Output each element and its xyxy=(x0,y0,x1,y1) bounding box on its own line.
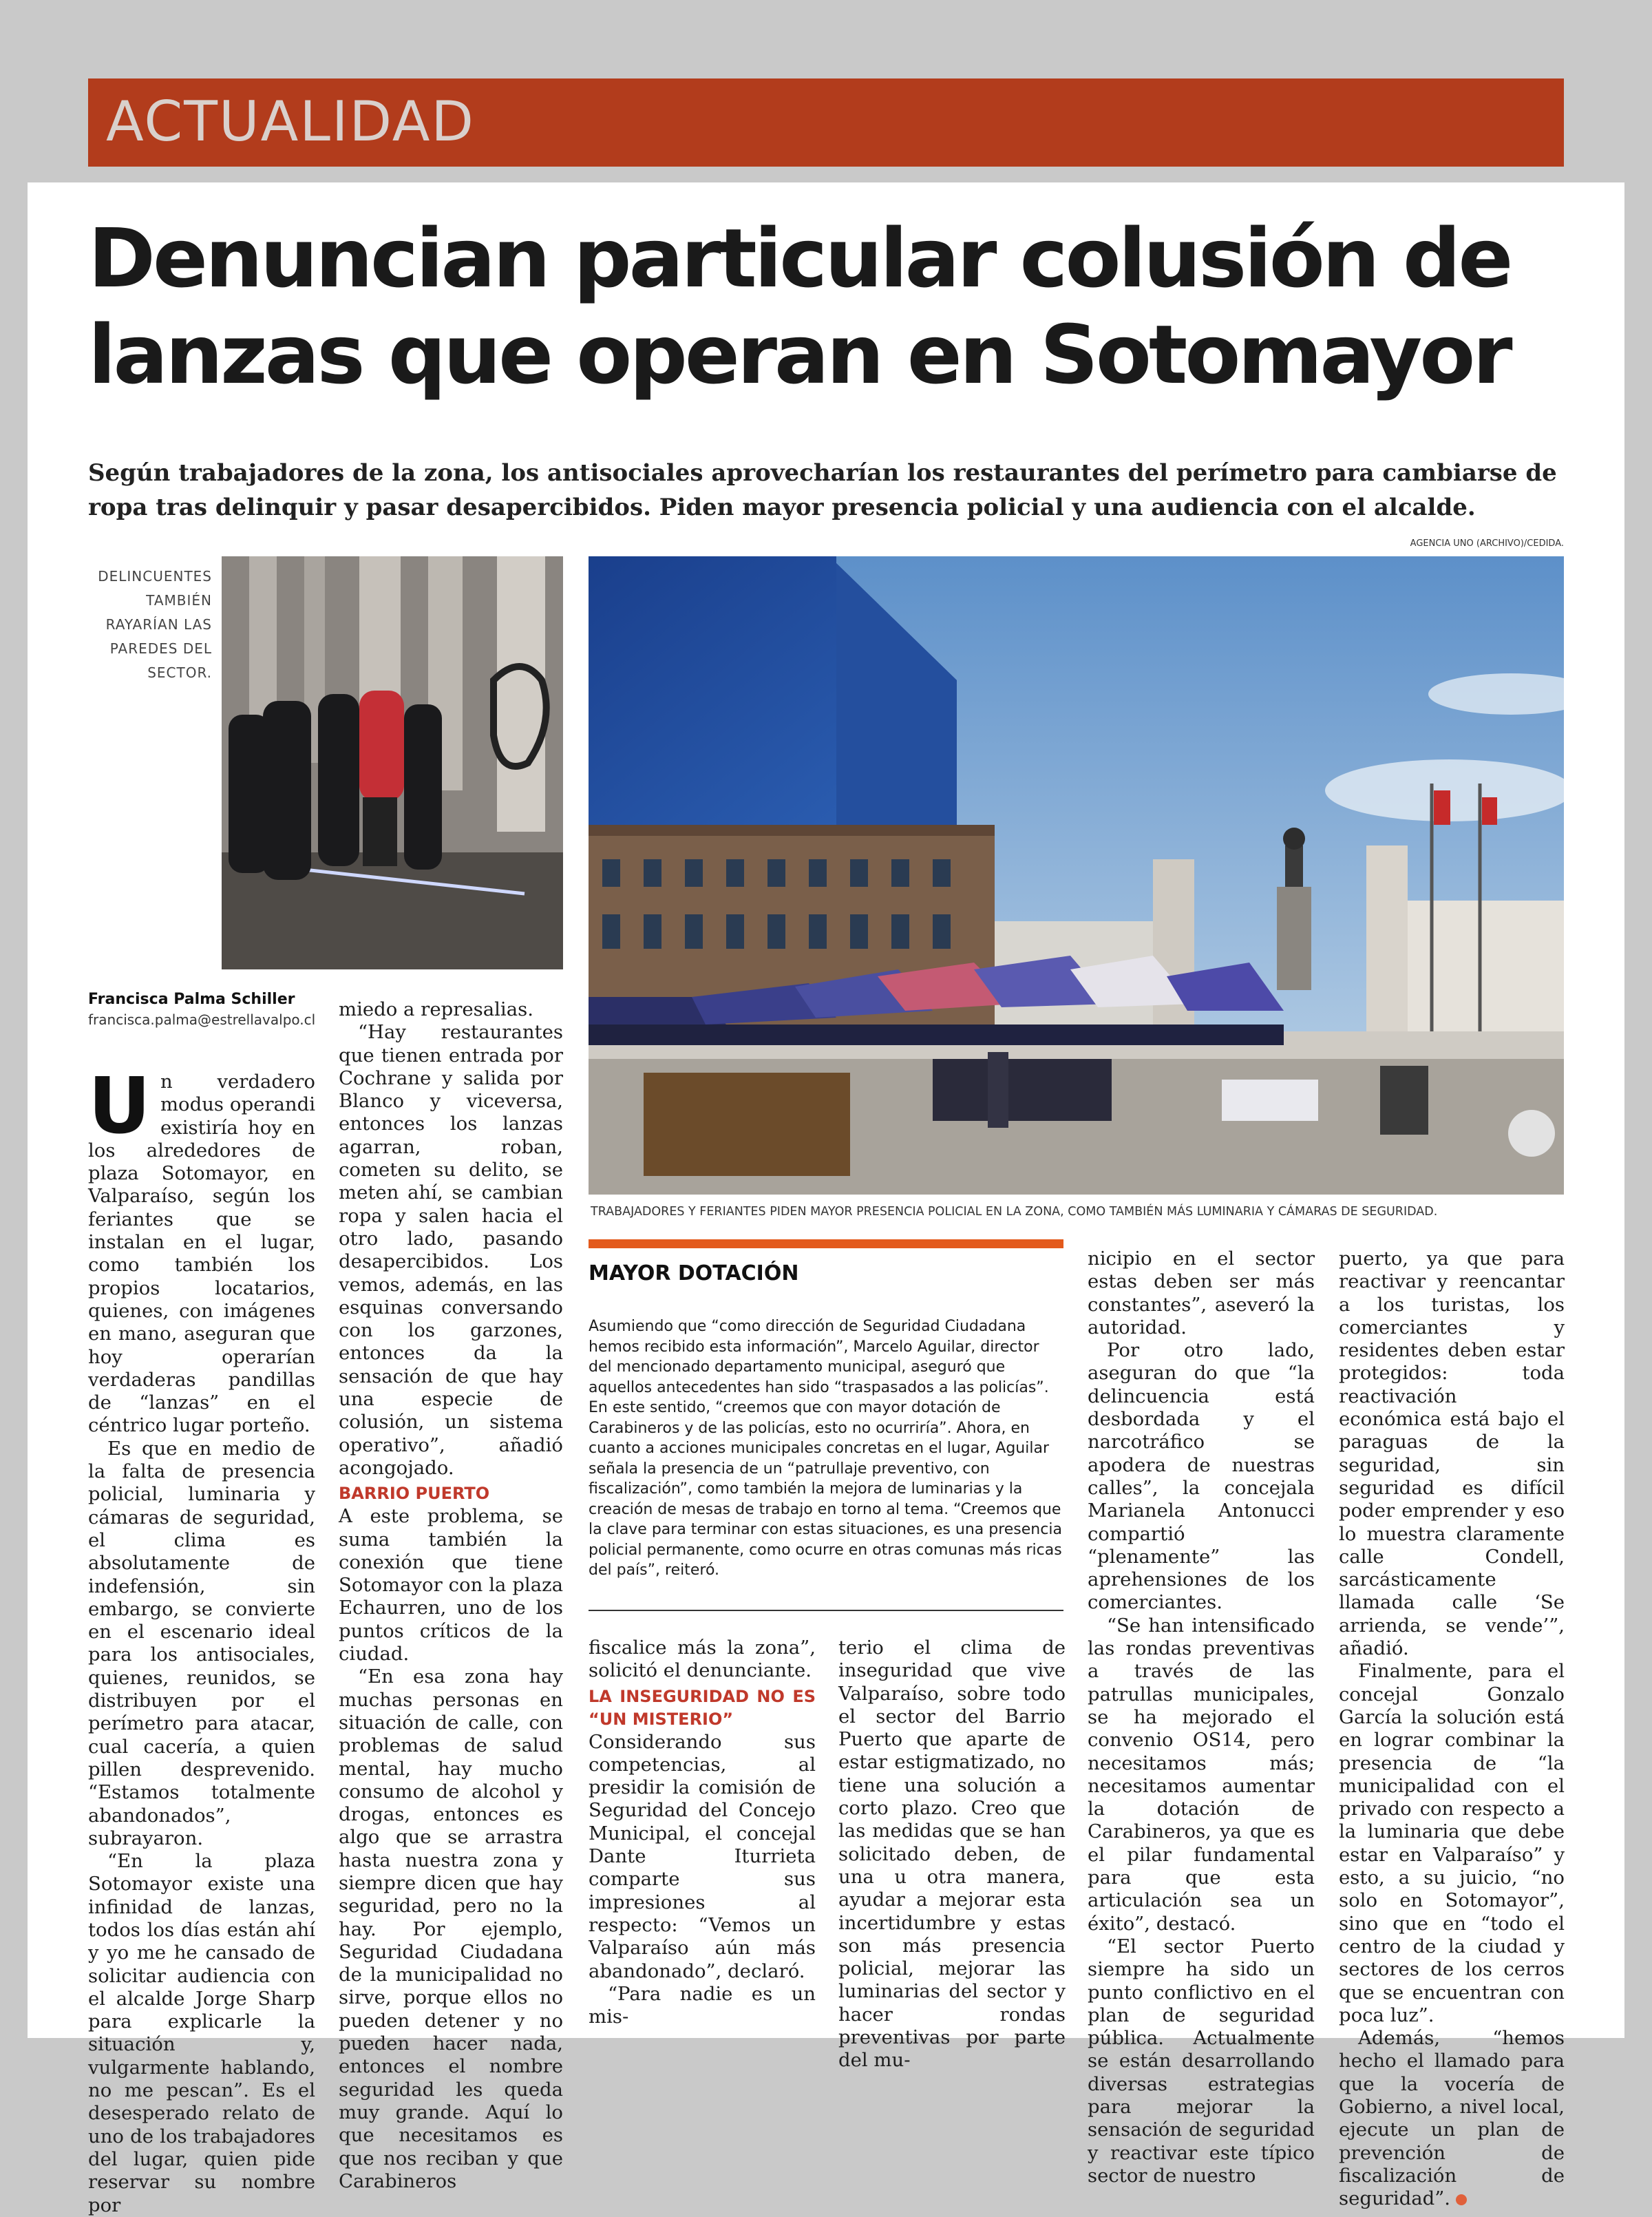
section-title: ACTUALIDAD xyxy=(106,90,476,154)
article-column-1 xyxy=(88,1062,315,2217)
paragraph: nicipio en el sector estas deben ser más constantes”, aseveró la autoridad. xyxy=(1088,1248,1315,1338)
sidebar-text: Asumiendo que “como dirección de Seguridad Ciudadana hemos recibido esta información”, Marcelo Aguilar, director del mencionado departamento municipal, aseguró que aquellos antecedentes han sido “traspasados a las policías”. En este sentido, “creemos que con mayor dotación de Carabineros y de las policías, esto no ocurriría”. Ahora, en cuanto a acciones municipales concretas en el lugar, Aguilar señala la presencia de un “patrullaje preventivo, con fiscalización”, como también la mejora de luminarias y la creación de mesas de trabajo en torno al tema. “Creemos que la clave para terminar con estas situaciones, es una presencia policial permanente, como ocurre en otras comunas más ricas del país”, reiteró. xyxy=(589,1318,1062,1579)
paragraph: miedo a represalias. xyxy=(339,998,533,1020)
paragraph: Considerando sus competencias, al presidir la comisión de Seguridad del Concejo Municipal, el concejal Dante Iturrieta comparte sus impresiones al respecto: “Vemos un Valparaíso aún más abandonado”, declaró. xyxy=(589,1730,816,1982)
article-column-3 xyxy=(589,1637,816,2028)
author-name: Francisca Palma Schiller xyxy=(88,991,295,1008)
paragraph: Finalmente, para el concejal Gonzalo García la solución está en lograr combinar la presencia de “la municipalidad con el privado con respecto a la luminaria que debe estar en Valparaíso” y esto, a su juicio, “no solo en Sotomayor”, sino que en “todo el centro de la ciudad y sectores de los cerros que se encuentran con poca luz”. xyxy=(1339,1660,1565,2026)
paragraph: Por otro lado, aseguran do que “la delincuencia está desbordada y el narcotráfico se apodera de nuestras calles”, la concejala Marianela Antonucci compartió “plenamente” las aprehensiones de los comerciantes. xyxy=(1088,1339,1315,1614)
deck-subtitle: Según trabajadores de la zona, los antisociales aprovecharían los restaurantes del perímetro para cambiarse de ropa tras delinquir y pasar desapercibidos. Piden mayor presencia policial y una audiencia con el alcalde. xyxy=(88,459,1557,521)
main-photo-caption: TRABAJADORES Y FERIANTES PIDEN MAYOR PRESENCIA POLICIAL EN LA ZONA, COMO TAMBIÉN MÁS LUMINARIA Y CÁMARAS DE SEGURIDAD. xyxy=(591,1205,1438,1219)
section-banner xyxy=(88,78,1564,167)
drop-cap: U xyxy=(88,1062,151,1151)
end-mark-icon xyxy=(1456,2194,1467,2205)
paragraph: “En esa zona hay muchas personas en situación de calle, con problemas de salud mental, hay mucho consumo de alcohol y drogas, entonces es algo que se arrastra hasta nuestra zona y siempre dicen que hay seguridad, pero no la hay. Por ejemplo, Seguridad Ciudadana de la municipalidad no sirve, porque ellos no pueden detener y no pueden hacer nada, entonces el nombre seguridad les queda muy grande. Aquí lo que necesitamos es que nos reciban y que Carabineros xyxy=(339,1666,563,2192)
author-email[interactable]: francisca.palma@estrellavalpo.cl xyxy=(88,1011,316,1028)
subhead-barrio-puerto: BARRIO PUERTO xyxy=(339,1484,490,1504)
subhead-inseguridad: LA INSEGURIDAD NO ES “UN MISTERIO” xyxy=(589,1686,816,1729)
headline: Denuncian particular colusión de lanzas que operan en Sotomayor xyxy=(88,211,1511,402)
small-photo xyxy=(222,556,563,969)
sidebar-bottom-rule xyxy=(589,1610,1063,1611)
paragraph: Es que en medio de la falta de presencia policial, luminaria y cámaras de seguridad, el clima es absolutamente de indefensión, sin embargo, se convierte en el escenario ideal para los antisociales, quienes, reunidos, se distribuyen por el perímetro para atacar, cual cacería, a quien pillen desprevenido. “Estamos totalmente abandonados”, subrayaron. xyxy=(88,1437,315,1849)
paragraph: “El sector Puerto siempre ha sido un punto conflictivo en el plan de seguridad pública. Actualmente se están desarrollando diversas estrategias para mejorar la sensación de seguridad y reactivar este típico sector de nuestro xyxy=(1088,1935,1315,2187)
article-column-6 xyxy=(1339,1248,1565,2210)
paragraph: terio el clima de inseguridad que vive Valparaíso, sobre todo el sector del Barrio Puerto que aparte de estar estigmatizado, no tiene una solución a corto plazo. Creo que las medidas que se han solicitado deben, de una u otra manera, ayudar a mejorar esta incertidumbre y estas son más presencia policial, mejorar las luminarias del sector y hacer rondas preventivas por parte del mu- xyxy=(838,1637,1066,2072)
lead-paragraph xyxy=(88,1062,315,1438)
paragraph: puerto, ya que para reactivar y reencantar a los turistas, los comerciantes y residentes deben estar protegidos: toda reactivación económica está bajo el paraguas de la seguridad, sin seguridad es difícil poder emprender y eso lo muestra claramente calle Condell, sarcásticamente llamada calle ‘Se arrienda, se vende’”, añadió. xyxy=(1339,1248,1565,1660)
photo-graffiti-wall xyxy=(222,556,563,969)
sidebar-title: MAYOR DOTACIÓN xyxy=(589,1261,799,1285)
paragraph: fiscalice más la zona”, solicitó el denunciante. xyxy=(589,1637,816,1682)
article-column-2 xyxy=(339,998,563,2193)
sidebar-rule xyxy=(589,1239,1063,1248)
paragraph: “Hay restaurantes que tienen entrada por Cochrane y salida por Blanco y viceversa, entonces los lanzas agarran, roban, cometen su delito, se meten ahí, se cambian ropa y salen hacia el otro lado, pasando desapercibidos. Los vemos, además, en las esquinas conversando con los garzones, entonces da la sensación de que hay una especie de colusión, un sistema operativo”, añadió acongojado. xyxy=(339,1021,563,1479)
paragraph: “En la plaza Sotomayor existe una infinidad de lanzas, todos los días están ahí y yo me he cansado de solicitar audiencia con el alcalde Jorge Sharp para explicarle la situación y, vulgarmente hablando, no me pescan”. Es el desesperado relato de uno de los trabajadores del lugar, quien pide reservar su nombre por xyxy=(88,1850,315,2216)
byline xyxy=(88,989,322,1029)
small-photo-caption: DELINCUENTES TAMBIÉN RAYARÍAN LAS PAREDES DEL SECTOR. xyxy=(98,568,212,681)
main-photo xyxy=(589,556,1564,1195)
paragraph: A este problema, se suma también la conexión que tiene Sotomayor con la plaza Echaurren, uno de los puntos críticos de la ciudad. xyxy=(339,1505,563,1666)
closing-text: Además, “hemos hecho el llamado para que la vocería de Gobierno, a nivel local, ejecute un plan de prevención de fiscalización de seguridad”. xyxy=(1339,2027,1565,2210)
photo-credit: AGENCIA UNO (ARCHIVO)/CEDIDA. xyxy=(1410,538,1564,549)
photo-plaza-sotomayor xyxy=(589,556,1564,1195)
paragraph xyxy=(1339,2027,1565,2210)
lead-text: n verdadero modus operandi existiría hoy en los alrededores de plaza Sotomayor, en Valparaíso, según los feriantes que se instalan en el lugar, como también los propios locatarios, quienes, con imágenes en mano, aseguran que hoy operarían verdaderas pandillas de “lanzas” en el céntrico lugar porteño. xyxy=(88,1071,315,1437)
article-column-5 xyxy=(1088,1248,1315,2187)
paragraph: “Se han intensificado las rondas preventivas a través de las patrullas municipales, se ha mejorado el convenio OS14, pero necesitamos más; necesitamos aumentar la dotación de Carabineros, ya que es el pilar fundamental para que esta articulación sea un éxito”, destacó. xyxy=(1088,1614,1315,1935)
paragraph: “Para nadie es un mis- xyxy=(589,1982,816,2028)
article-column-4 xyxy=(838,1637,1066,2072)
